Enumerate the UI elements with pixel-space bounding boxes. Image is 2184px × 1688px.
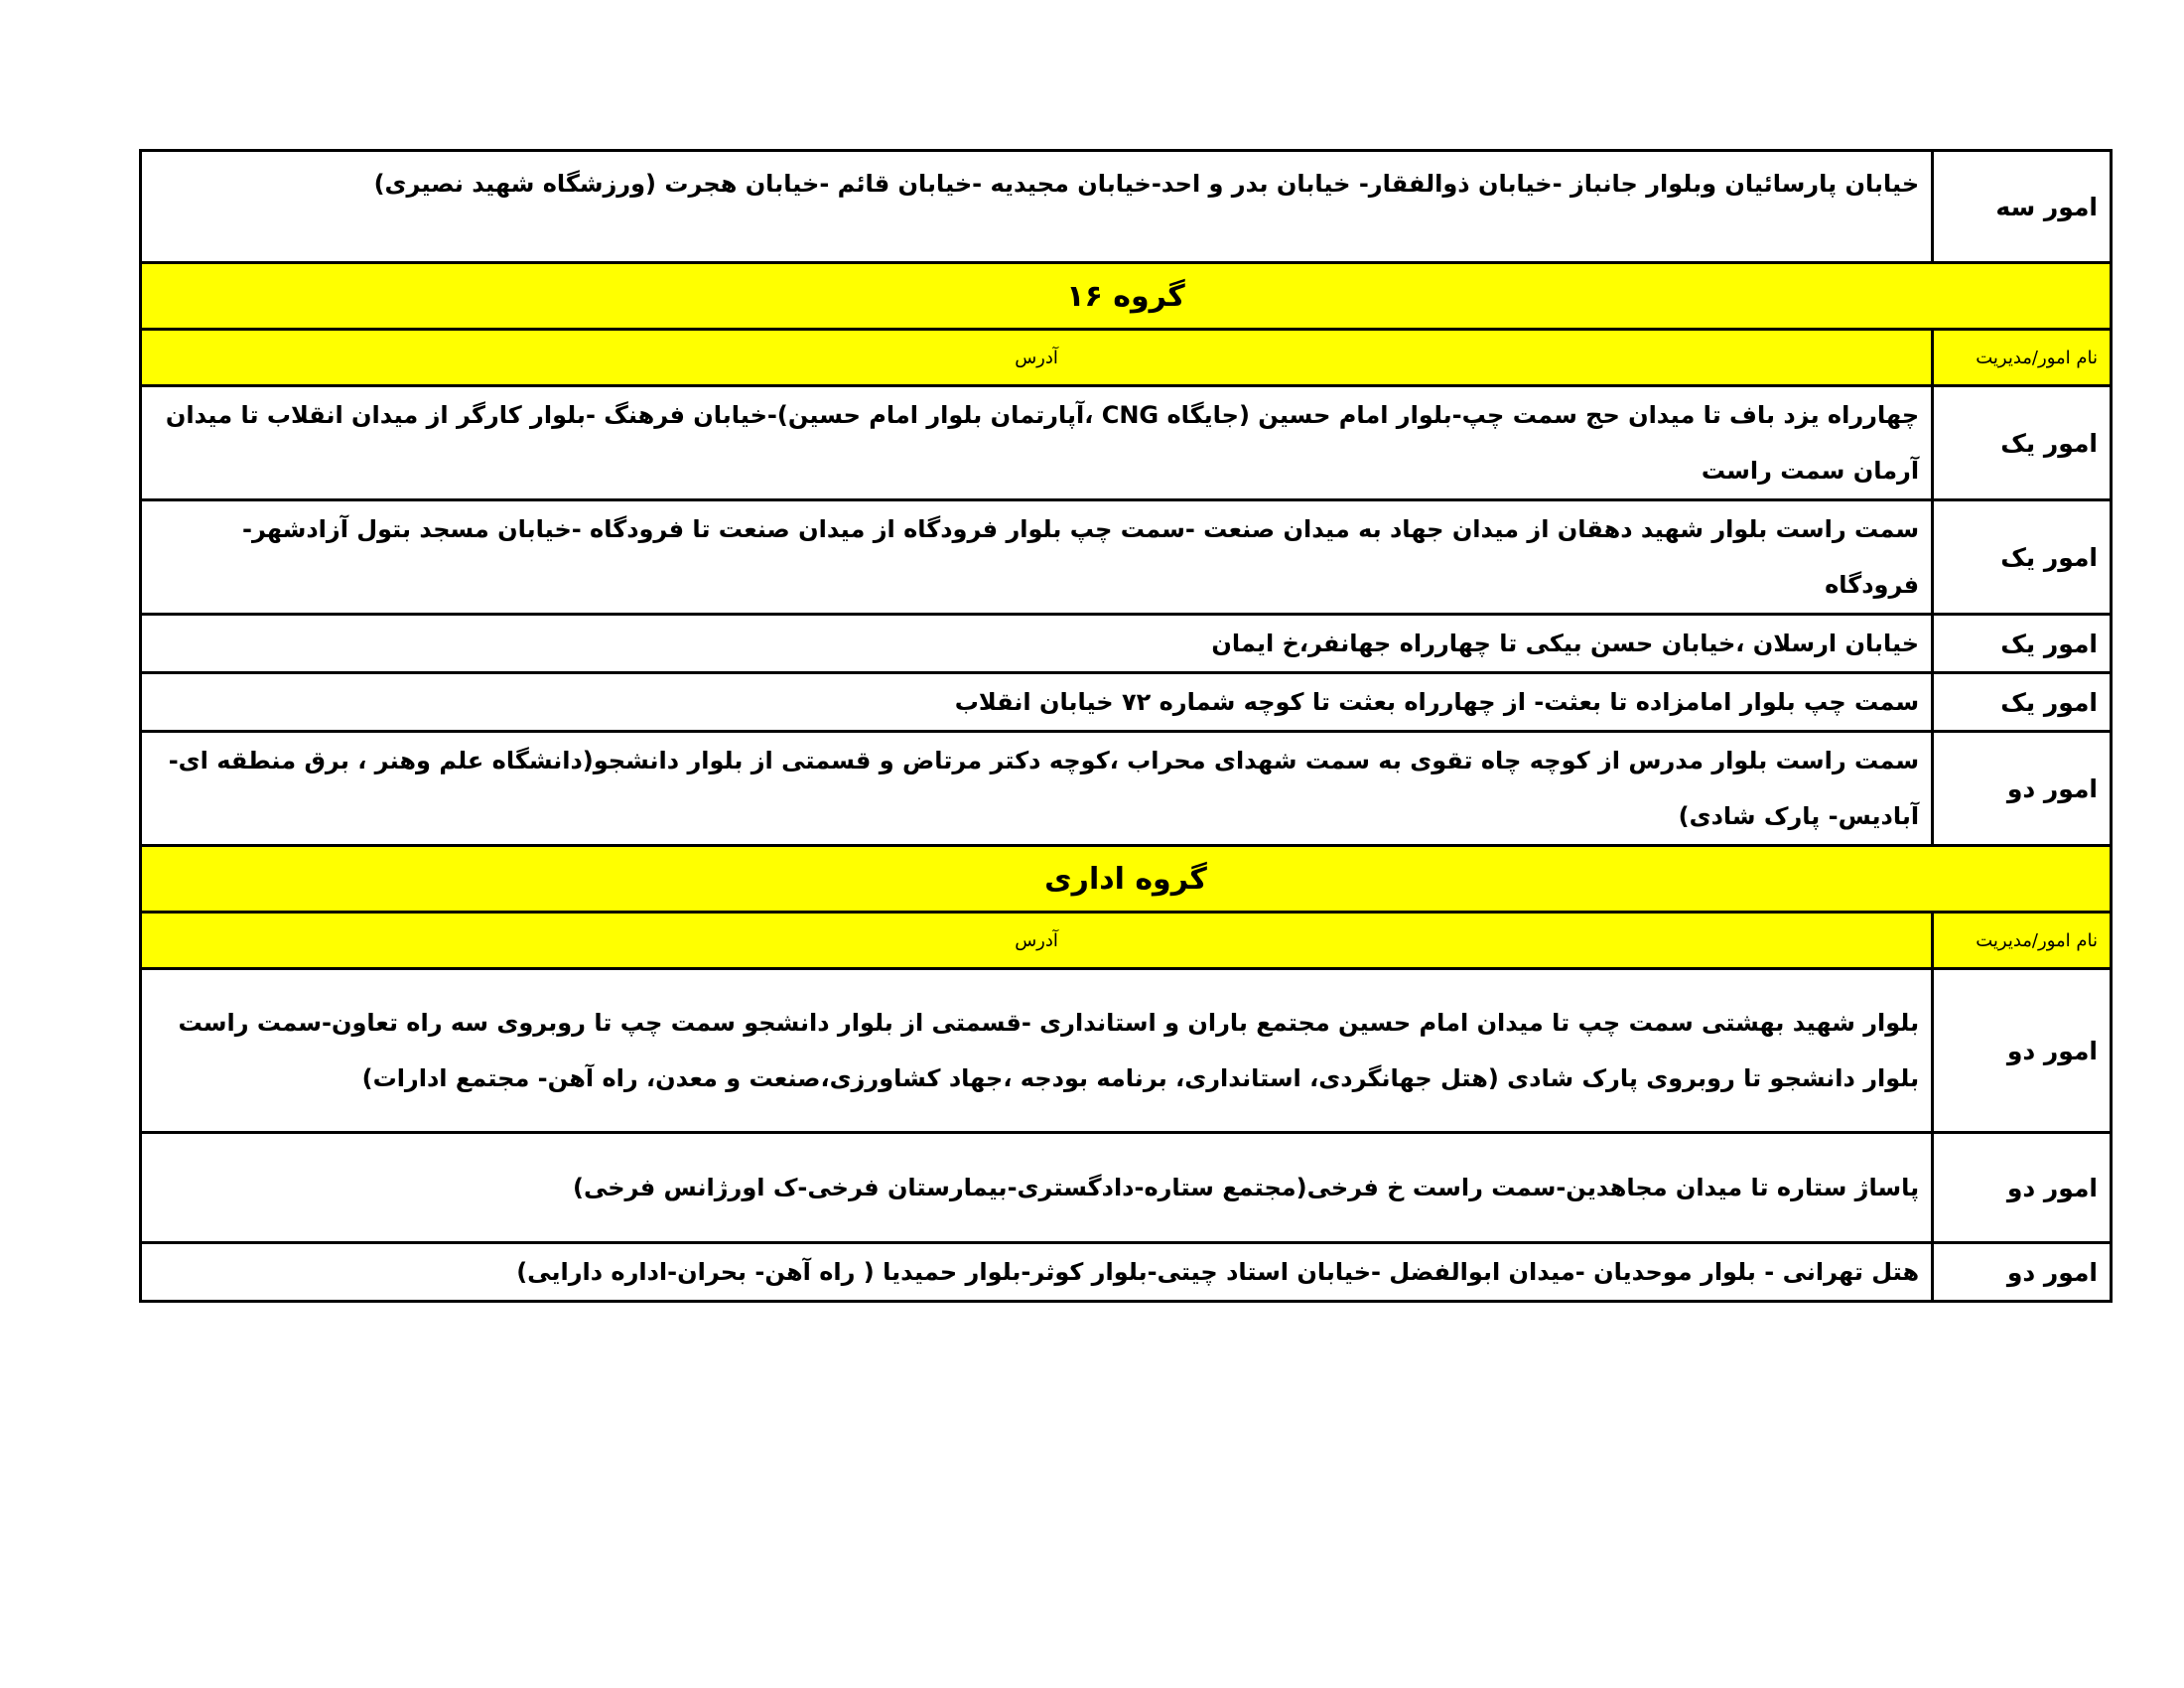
table-row (141, 615, 2112, 673)
column-header-address: آدرس (141, 330, 1933, 386)
table-row (141, 500, 2112, 615)
department-name: امور یک (1933, 615, 2112, 673)
address-cell: خیابان ارسلان ،خیابان حسن بیکی تا چهارراه جهانفر،خ ایمان (141, 615, 1933, 673)
address-cell: خیابان پارسائیان وبلوار جانباز -خیابان ذوالفقار- خیابان بدر و احد-خیابان مجیدیه -خیابان قائم -خیابان هجرت (ورزشگاه شهید نصیری) (141, 151, 1933, 263)
address-cell: هتل تهرانی - بلوار موحدیان -میدان ابوالفضل -خیابان استاد چیتی-بلوار کوثر-بلوار حمیدیا ( راه آهن- بحران-اداره دارایی) (141, 1243, 1933, 1302)
table-row (141, 673, 2112, 732)
column-header-address: آدرس (141, 913, 1933, 969)
address-cell: سمت راست بلوار مدرس از کوچه چاه تقوی به سمت شهدای محراب ،کوچه دکتر مرتاض و قسمتی از بلوار دانشجو(دانشگاه علم وهنر ، برق منطقه ای-آبادیس- پارک شادی) (141, 732, 1933, 846)
address-cell: سمت چپ بلوار امامزاده تا بعثت- از چهارراه بعثت تا کوچه شماره ۷۲ خیابان انقلاب (141, 673, 1933, 732)
group-title-row (141, 263, 2112, 330)
table-row (141, 151, 2112, 263)
address-cell: پاساژ ستاره تا میدان مجاهدین-سمت راست خ فرخی(مجتمع ستاره-دادگستری-بیمارستان فرخی-ک اورژانس فرخی) (141, 1133, 1933, 1243)
address-cell: چهارراه یزد باف تا میدان حج سمت چپ-بلوار امام حسین (جایگاه CNG ،آپارتمان بلوار امام حسین)-خیابان فرهنگ -بلوار کارگر از میدان انقلاب تا میدان آرمان سمت راست (141, 386, 1933, 500)
table-row (141, 386, 2112, 500)
table-row (141, 969, 2112, 1133)
department-name: امور یک (1933, 500, 2112, 615)
group-title: گروه اداری (141, 846, 2112, 913)
department-name: امور دو (1933, 969, 2112, 1133)
column-header-row (141, 330, 2112, 386)
table-row (141, 732, 2112, 846)
department-name: امور دو (1933, 732, 2112, 846)
department-name: امور دو (1933, 1243, 2112, 1302)
department-name: امور یک (1933, 673, 2112, 732)
address-cell: بلوار شهید بهشتی سمت چپ تا میدان امام حسین مجتمع باران و استانداری -قسمتی از بلوار دانشجو سمت چپ تا روبروی سه راه تعاون-سمت راست بلوار دانشجو تا روبروی پارک شادی (هتل جهانگردی، استانداری، برنامه بودجه ،جهاد کشاورزی،صنعت و معدن، راه آهن- مجتمع ادارات) (141, 969, 1933, 1133)
column-header-row (141, 913, 2112, 969)
department-name: امور یک (1933, 386, 2112, 500)
column-header-name: نام امور/مدیریت (1933, 913, 2112, 969)
group-title-row (141, 846, 2112, 913)
column-header-name: نام امور/مدیریت (1933, 330, 2112, 386)
table-row (141, 1133, 2112, 1243)
department-name: امور دو (1933, 1133, 2112, 1243)
department-name: امور سه (1933, 151, 2112, 263)
table-row (141, 1243, 2112, 1302)
outage-schedule-table (139, 149, 2113, 1303)
group-title: گروه ۱۶ (141, 263, 2112, 330)
address-cell: سمت راست بلوار شهید دهقان از میدان جهاد به میدان صنعت -سمت چپ بلوار فرودگاه از میدان صنعت تا فرودگاه -خیابان مسجد بتول آزادشهر-فرودگاه (141, 500, 1933, 615)
